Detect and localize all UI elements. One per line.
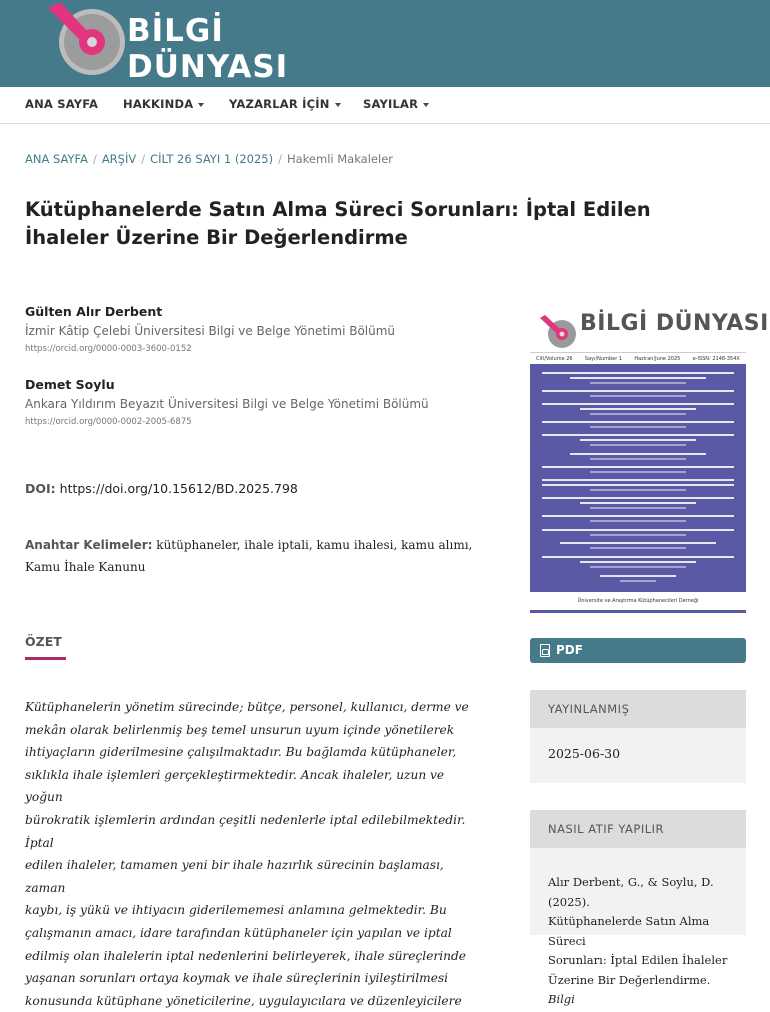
logo-text: BİLGİ DÜNYASI (127, 13, 289, 85)
abstract-heading: ÖZET (25, 634, 62, 649)
main-nav (0, 87, 770, 124)
author-orcid-link[interactable]: https://orcid.org/0000-0003-3600-0152 (25, 344, 192, 354)
keywords (25, 534, 475, 578)
pdf-download-button[interactable]: PDF (530, 638, 746, 663)
site-header (0, 0, 770, 87)
nav-item-home[interactable]: ANA SAYFA (25, 97, 99, 111)
keywords-label: Anahtar Kelimeler: (25, 538, 153, 552)
breadcrumb: ANA SAYFA / ARŞİV / CİLT 26 SAYI 1 (2025) / Hakemli Makaleler (25, 152, 393, 166)
chevron-down-icon (423, 103, 429, 107)
breadcrumb-archive[interactable]: ARŞİV (101, 152, 137, 166)
nav-item-issues[interactable]: SAYILAR (363, 97, 429, 111)
chevron-down-icon (198, 103, 204, 107)
author-affiliation: Ankara Yıldırım Beyazıt Üniversitesi Bilgi ve Belge Yönetimi Bölümü (25, 397, 429, 411)
published-heading: YAYINLANMIŞ (530, 690, 746, 728)
doi-link[interactable]: https://doi.org/10.15612/BD.2025.798 (59, 481, 298, 496)
published-date: 2025-06-30 (548, 746, 621, 761)
page-title: Kütüphanelerde Satın Alma Süreci Sorunları: İptal Edilen İhaleler Üzerine Bir Değerlendirme (25, 198, 651, 249)
cover-info-bar: Cilt/Volume 26 Sayı/Number 1 Haziran/June 2025 e-ISSN: 2148-354X (530, 352, 746, 364)
nav-item-authors[interactable]: YAZARLAR İÇİN (229, 97, 341, 111)
citation-text: Alır Derbent, G., & Soylu, D. (2025). Kütüphanelerde Satın Alma Süreci Sorunları: İptal Edilen İhaleler Üzerine Bir Değerlendirme. Bilgi (548, 875, 728, 1006)
doi-label: DOI: (25, 481, 56, 496)
citation-heading: NASIL ATIF YAPILIR (530, 810, 746, 848)
author-name: Gülten Alır Derbent (25, 304, 163, 319)
breadcrumb-home[interactable]: ANA SAYFA (25, 152, 88, 166)
cd-logo-icon (540, 315, 578, 349)
file-pdf-icon (540, 644, 550, 657)
author-block (25, 304, 475, 354)
keywords-value: kütüphaneler, ihale iptali, kamu ihalesi, kamu alımı, (156, 538, 473, 552)
cover-header (530, 305, 769, 352)
published-block (530, 690, 746, 783)
author-name: Demet Soylu (25, 377, 115, 392)
site-logo[interactable] (24, 0, 364, 87)
chevron-down-icon (335, 103, 341, 107)
cd-logo-icon (46, 4, 132, 76)
abstract-heading-underline (25, 657, 66, 660)
author-orcid-link[interactable]: https://orcid.org/0000-0002-2005-6875 (25, 417, 192, 427)
citation-block (530, 810, 746, 1006)
cover-footer: Üniversite ve Araştırma Kütüphanecileri Derneği (530, 592, 746, 613)
cover-contents (530, 364, 746, 592)
issue-cover-image[interactable] (530, 305, 769, 613)
abstract-text: Kütüphanelerin yönetim sürecinde; bütçe, personel, kullanıcı, derme ve mekân olarak belirlenmiş beş temel unsurun uyum içinde yönetilerek ihtiyaçların giderilmesine çalışılmaktadır. Bu bağlamda kütüphaneler, sıklıkla ihale işlemleri gerçekleştirmektedir. Ancak ihaleler, uzun ve yoğun bürokratik işlemlerin ardından çeşitli nedenlerle iptal edilebilmektedir. İptal edilen ihaleler, tamamen yeni bir ihale hazırlık sürecinin başlaması, zaman kaybı, iş yükü ve ihtiyacın giderilememesi anlamına gelmektedir. Bu çalışmanın amacı, idare tarafından kütüphaneler için yapılan ve iptal edilmiş olan ihalelerin iptal nedenlerini belirleyerek, ihale süreçlerinde yaşanan sorunları ortaya koymak ve ihale süreçlerinin iyileştirilmesi konusunda kütüphane yöneticilerine, uygulayıcılara ve düzenleyicilere (25, 700, 469, 1008)
doi (25, 481, 298, 496)
nav-item-about[interactable]: HAKKINDA (123, 97, 204, 111)
author-block (25, 377, 475, 427)
cover-logo-text: BİLGİ DÜNYASI (580, 311, 769, 336)
keywords-value: Kamu İhale Kanunu (25, 560, 146, 574)
breadcrumb-current: Hakemli Makaleler (286, 152, 393, 166)
author-affiliation: İzmir Kâtip Çelebi Üniversitesi Bilgi ve Belge Yönetimi Bölümü (25, 324, 396, 338)
breadcrumb-issue[interactable]: CİLT 26 SAYI 1 (2025) (150, 152, 274, 166)
